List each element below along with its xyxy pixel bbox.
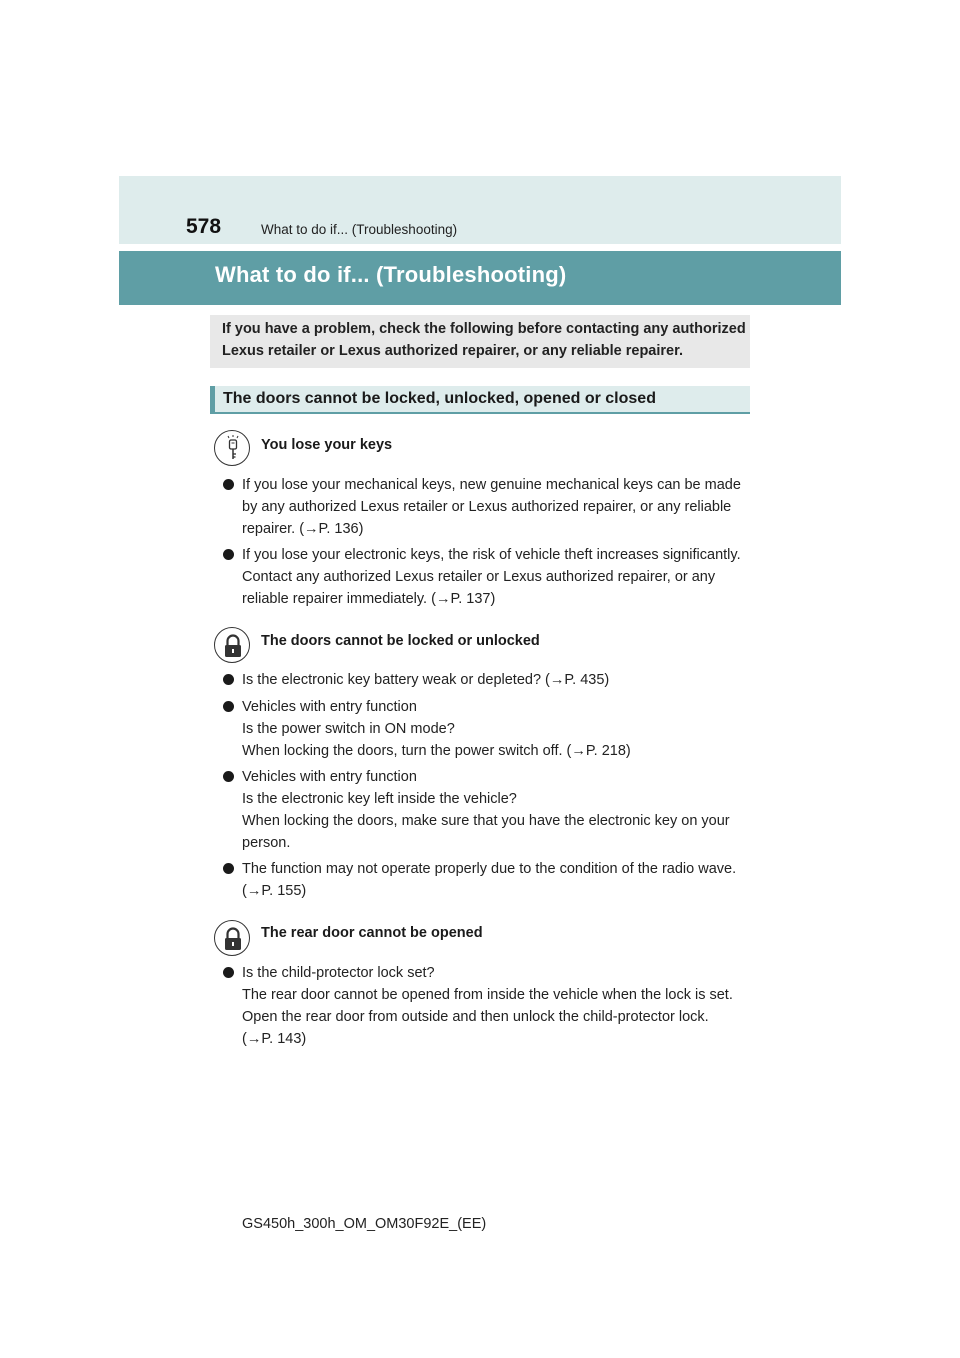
key-icon <box>214 430 250 466</box>
section-heading-text: The doors cannot be locked, unlocked, opened or closed <box>223 390 656 407</box>
list-item <box>220 474 746 540</box>
list-item <box>220 669 746 691</box>
subsection-title-rear-door: The rear door cannot be opened <box>261 925 483 941</box>
bullet-line: Is the electronic key battery weak or depleted? (→P. 435) <box>242 672 610 688</box>
page-number: 578 <box>186 215 222 238</box>
bullet-line: When locking the doors, turn the power switch off. (→P. 218) <box>242 743 631 759</box>
padlock-icon <box>214 627 250 663</box>
bullet-icon <box>223 771 234 782</box>
bullet-line: Open the rear door from outside and then unlock the child-protector lock. <box>242 1009 709 1025</box>
list-item <box>220 766 746 854</box>
bullet-line: repairer. (→P. 136) <box>242 521 364 537</box>
bullet-line: If you lose your mechanical keys, new genuine mechanical keys can be made <box>242 477 741 493</box>
intro-text: If you have a problem, check the following before contacting any authorized Lexus retailer or Lexus authorized repairer, or any reliable repairer. <box>222 321 746 359</box>
bullet-line: by any authorized Lexus retailer or Lexus authorized repairer, or any reliable <box>242 499 732 515</box>
bullet-line: The rear door cannot be opened from inside the vehicle when the lock is set. <box>242 987 733 1003</box>
padlock-icon <box>214 920 250 956</box>
list-item <box>220 962 746 1050</box>
bullet-icon <box>223 967 234 978</box>
bullet-icon <box>223 479 234 490</box>
bullet-line: When locking the doors, make sure that you have the electronic key on your <box>242 813 730 829</box>
bullet-line: Vehicles with entry function <box>242 769 417 785</box>
bullet-line: person. <box>242 835 291 851</box>
bullet-line: (→P. 155) <box>242 883 307 899</box>
bullet-icon <box>223 863 234 874</box>
list-item <box>220 696 746 762</box>
bullet-line: Is the power switch in ON mode? <box>242 721 455 737</box>
bullet-line: reliable repairer immediately. (→P. 137) <box>242 591 496 607</box>
bullet-line: The function may not operate properly due to the condition of the radio wave. <box>242 861 737 877</box>
header-band <box>119 176 841 244</box>
list-item <box>220 858 746 902</box>
bullet-icon <box>223 701 234 712</box>
section-heading <box>210 386 750 414</box>
bullet-icon <box>223 549 234 560</box>
header-section-title: What to do if... (Troubleshooting) <box>261 222 458 237</box>
bullet-line: If you lose your electronic keys, the risk of vehicle theft increases significantly. <box>242 547 741 563</box>
bullet-line: Is the child-protector lock set? <box>242 965 435 981</box>
section-heading-accent <box>210 386 215 412</box>
document-code: GS450h_300h_OM_OM30F92E_(EE) <box>242 1216 487 1232</box>
bullet-line: (→P. 143) <box>242 1031 307 1047</box>
bullet-line: Contact any authorized Lexus retailer or Lexus authorized repairer, or any <box>242 569 716 585</box>
bullet-line: Vehicles with entry function <box>242 699 417 715</box>
bullet-icon <box>223 674 234 685</box>
subsection-title-lose-keys: You lose your keys <box>261 437 393 453</box>
subsection-title-cannot-lock: The doors cannot be locked or unlocked <box>261 633 540 649</box>
page-title: What to do if... (Troubleshooting) <box>215 262 567 287</box>
bullet-line: Is the electronic key left inside the vehicle? <box>242 791 517 807</box>
list-item <box>220 544 746 610</box>
